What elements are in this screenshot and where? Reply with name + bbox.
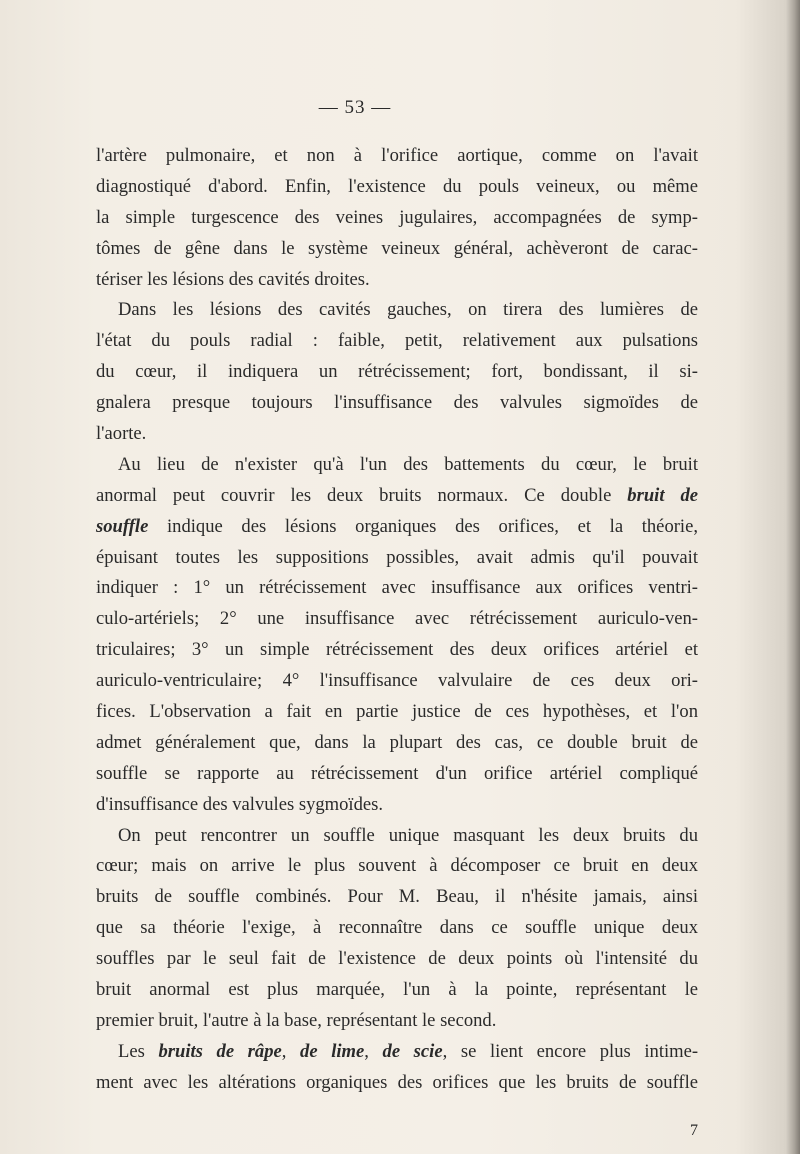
text-line: l'état du pouls radial : faible, petit, relativement aux pulsations bbox=[96, 330, 698, 352]
text-line: souffle se rapporte au rétrécissement d'un orifice artériel compliqué bbox=[96, 762, 698, 784]
italic-term: bruits de râpe bbox=[158, 1040, 282, 1062]
signature-mark: 7 bbox=[690, 1122, 698, 1139]
text-line: tériser les lésions des cavités droites. bbox=[96, 268, 370, 290]
text-line: On peut rencontrer un souffle unique masquant les deux bruits du bbox=[118, 824, 698, 846]
text-line: bruits de souffle combinés. Pour M. Beau, il n'hésite jamais, ainsi bbox=[96, 886, 698, 908]
text-line: tômes de gêne dans le système veineux général, achèveront de carac- bbox=[96, 237, 698, 259]
text-line: fices. L'observation a fait en partie justice de ces hypothèses, et l'on bbox=[96, 701, 698, 723]
text-line: premier bruit, l'autre à la base, représentant le second. bbox=[96, 1009, 497, 1031]
page-edge-shadow bbox=[786, 0, 800, 1154]
text-line: d'insuffisance des valvules sygmoïdes. bbox=[96, 793, 384, 815]
text-line: indiquer : 1° un rétrécissement avec insuffisance aux orifices ventri- bbox=[96, 577, 698, 599]
text-line: culo-artériels; 2° une insuffisance avec rétrécissement auriculo-ven- bbox=[96, 608, 698, 630]
text-line: Les bruits de râpe, de lime, de scie, se lient encore plus intime- bbox=[118, 1040, 699, 1062]
text-line: la simple turgescence des veines jugulaires, accompagnées de symp- bbox=[96, 206, 698, 228]
text-line: épuisant toutes les suppositions possibles, avait admis qu'il pouvait bbox=[96, 546, 698, 568]
text-line: triculaires; 3° un simple rétrécissement des deux orifices artériel et bbox=[96, 639, 698, 661]
text-line: du cœur, il indiquera un rétrécissement; fort, bondissant, il si- bbox=[96, 361, 698, 383]
body-text bbox=[96, 141, 698, 1099]
text-line: souffle indique des lésions organiques des orifices, et la théorie, bbox=[96, 515, 698, 537]
italic-term: de scie bbox=[382, 1040, 443, 1062]
text-line: que sa théorie l'exige, à reconnaître dans ce souffle unique deux bbox=[96, 917, 698, 939]
text-line: souffles par le seul fait de l'existence de deux points où l'intensité du bbox=[96, 948, 698, 970]
italic-term: de lime bbox=[300, 1040, 365, 1062]
text-line: cœur; mais on arrive le plus souvent à décomposer ce bruit en deux bbox=[96, 855, 698, 877]
text-line: bruit anormal est plus marquée, l'un à la pointe, représentant le bbox=[96, 979, 698, 1001]
text-line: Au lieu de n'exister qu'à l'un des battements du cœur, le bruit bbox=[118, 453, 698, 475]
page-number: — 53 — bbox=[318, 97, 392, 118]
italic-term: bruit de bbox=[627, 484, 698, 506]
text-line: Dans les lésions des cavités gauches, on tirera des lumières de bbox=[118, 299, 698, 321]
text-line: auriculo-ventriculaire; 4° l'insuffisance valvulaire de ces deux ori- bbox=[96, 670, 698, 692]
text-line: diagnostiqué d'abord. Enfin, l'existence du pouls veineux, ou même bbox=[96, 175, 698, 197]
text-line: admet généralement que, dans la plupart des cas, ce double bruit de bbox=[96, 731, 698, 753]
text-line: ment avec les altérations organiques des orifices que les bruits de souffle bbox=[96, 1071, 698, 1093]
text-line: l'artère pulmonaire, et non à l'orifice aortique, comme on l'avait bbox=[96, 145, 698, 166]
text-line: gnalera presque toujours l'insuffisance des valvules sigmoïdes de bbox=[96, 392, 698, 414]
text-line: anormal peut couvrir les deux bruits normaux. Ce double bruit de bbox=[96, 484, 698, 506]
text-line: l'aorte. bbox=[96, 423, 147, 445]
italic-term: souffle bbox=[96, 515, 149, 537]
